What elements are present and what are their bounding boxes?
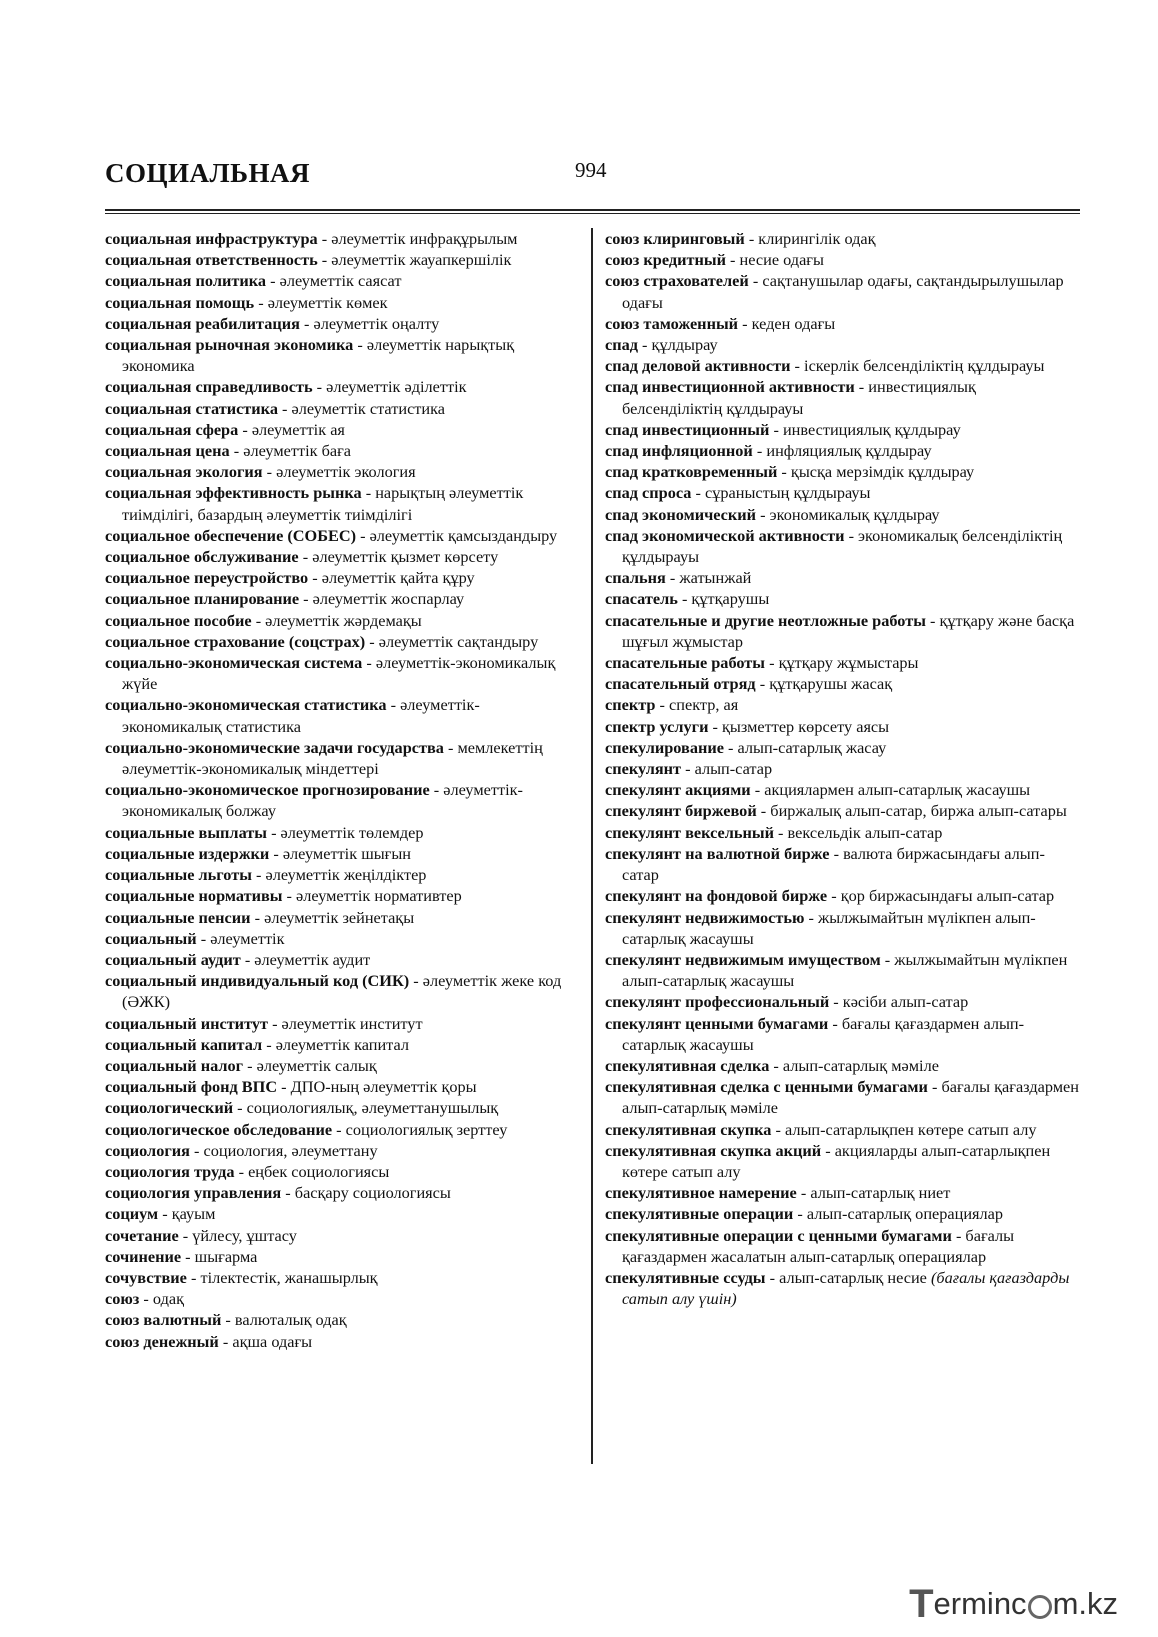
entry-term: социальное обеспечение (СОБЕС) [105, 525, 357, 545]
entry-definition: - құлдырау [637, 335, 718, 355]
entry-definition: - спектр, ая [655, 695, 739, 715]
entry-definition: - әлеуметтік-экономикалық жүйе [122, 653, 556, 694]
entry-definition: - әлеуметтік [196, 928, 285, 948]
dictionary-entry [105, 292, 575, 313]
entry-definition: - кәсіби алып-сатар [829, 992, 969, 1012]
entry-definition: - әлеуметтік баға [229, 441, 352, 461]
entry-term: спекулянт акциями [605, 780, 751, 800]
dictionary-entry [105, 928, 575, 949]
entry-term: спад экономической активности [605, 525, 845, 545]
entry-definition: - құтқару жұмыстары [765, 653, 919, 673]
entry-term: спад спроса [605, 483, 692, 503]
entry-term: социальная ответственность [105, 250, 318, 270]
dictionary-entry [605, 843, 1080, 885]
entry-definition: - әлеуметтік төлемдер [267, 822, 424, 842]
entry-term: социальный налог [105, 1055, 244, 1075]
dictionary-entry [605, 907, 1080, 949]
dictionary-entry [605, 652, 1080, 673]
entry-term: спекулянт вексельный [605, 822, 774, 842]
dictionary-entry [105, 461, 575, 482]
entry-term: спад кратковременный [605, 462, 778, 482]
dictionary-entry [105, 1309, 575, 1330]
entry-definition: - несие одағы [725, 250, 824, 270]
entry-definition: - клирингілік одақ [744, 229, 876, 248]
dictionary-entry [605, 482, 1080, 503]
entry-term: социальные выплаты [105, 822, 267, 842]
dictionary-entry [105, 970, 575, 1012]
dictionary-entry [105, 567, 575, 588]
dictionary-entry [105, 1119, 575, 1140]
entry-definition: - валюта биржасындағы алып-сатар [622, 843, 1045, 885]
dictionary-entry [605, 504, 1080, 525]
entry-definition: - вексельдік алып-сатар [773, 822, 943, 842]
entry-note: (бағалы қағаздарды сатып алу үшін) [622, 1267, 1070, 1309]
dictionary-entry [605, 758, 1080, 779]
entry-term: социальный фонд ВПС [105, 1077, 278, 1097]
entry-definition: - социология, әлеуметтану [189, 1140, 378, 1160]
dictionary-entry [605, 334, 1080, 355]
entry-definition: - әлеуметтік жеңілдіктер [251, 865, 427, 885]
dictionary-entry [105, 440, 575, 461]
entry-definition: - валюталық одақ [221, 1310, 347, 1330]
dictionary-entry [605, 376, 1080, 418]
entry-definition: - әлеуметтік нарықтық экономика [122, 335, 515, 376]
entry-term: социальная цена [105, 441, 230, 461]
dictionary-entry [605, 419, 1080, 440]
dictionary-entry [105, 822, 575, 843]
entry-definition: - әлеуметтік салық [243, 1055, 377, 1075]
entry-definition: - акциялармен алып-сатарлық жасаушы [750, 780, 1031, 800]
entry-term: спад деловой активности [605, 356, 791, 376]
entry-term: спасательный отряд [605, 674, 756, 694]
dictionary-entry [105, 1055, 575, 1076]
entry-definition: - сақтанушылар одағы, сақтандырылушылар одағы [622, 271, 1064, 312]
right-column [605, 228, 1080, 1309]
entry-term: социально-экономические задачи государства [105, 737, 444, 757]
entry-definition: - нарықтың әлеуметтік тиімділігі, базардың әлеуметтік тиімділігі [122, 483, 524, 524]
entry-definition: - алып-сатарлық мәміле [769, 1055, 939, 1075]
logo-letter-t: T [909, 1581, 934, 1626]
entry-definition: - әлеуметтік инфрақұрылым [317, 229, 518, 248]
entry-term: спасательные работы [605, 653, 766, 673]
logo-text-a: erminc [933, 1586, 1027, 1621]
entry-term: социология управления [105, 1183, 282, 1203]
entry-definition: - әлеуметтік аудит [240, 949, 371, 969]
entry-definition: - әлеуметтік ая [238, 419, 345, 439]
dictionary-entry [605, 567, 1080, 588]
dictionary-entry [105, 885, 575, 906]
entry-definition: - әлеуметтік қызмет көрсету [298, 547, 499, 567]
entry-definition: - мемлекеттің әлеуметтік-экономикалық міндеттері [122, 737, 543, 779]
entry-definition: - әлеуметтік әділеттік [312, 377, 467, 397]
dictionary-entry [605, 440, 1080, 461]
entry-definition: - әлеуметтік шығын [269, 843, 411, 863]
entry-term: социологический [105, 1098, 234, 1118]
entry-definition: - әлеуметтік жеке код (ӘЖК) [122, 971, 562, 1012]
dictionary-entry [605, 1119, 1080, 1140]
entry-definition: - әлеуметтік экология [262, 462, 416, 482]
entry-term: спектр [605, 695, 656, 715]
entry-term: социальное планирование [105, 589, 300, 609]
dictionary-entry [605, 737, 1080, 758]
dictionary-entry [605, 779, 1080, 800]
entry-term: союз клиринговый [605, 229, 745, 248]
logo-circle-icon [1028, 1595, 1052, 1619]
entry-term: спад инфляционной [605, 441, 753, 461]
entry-term: социальная рыночная экономика [105, 335, 354, 355]
dictionary-entry [105, 1013, 575, 1034]
entry-definition: - жылжымайтын мүлікпен алып-сатарлық жасаушы [622, 949, 1068, 991]
dictionary-entry [105, 694, 575, 736]
dictionary-entry [105, 1288, 575, 1309]
dictionary-entry [105, 419, 575, 440]
entry-definition: - еңбек социологиясы [234, 1161, 390, 1181]
dictionary-entry [105, 652, 575, 694]
entry-definition: - ДПО-ның әлеуметтік қоры [277, 1077, 477, 1097]
entry-definition: - алып-сатар [681, 759, 773, 779]
entry-definition: - құтқарушы жасақ [755, 674, 893, 694]
entry-term: спекулянт недвижимым имуществом [605, 949, 881, 969]
entry-term: социальное обслуживание [105, 547, 299, 567]
dictionary-entry [605, 588, 1080, 609]
entry-term: спекулятивные операции с ценными бумагами [605, 1225, 952, 1245]
entry-term: социальное пособие [105, 610, 252, 630]
dictionary-entry [605, 355, 1080, 376]
entry-definition: - әлеуметтік-экономикалық болжау [122, 780, 523, 821]
entry-term: социально-экономическое прогнозирование [105, 780, 430, 800]
dictionary-entry [105, 1034, 575, 1055]
entry-definition: - экономикалық белсенділіктің құлдырауы [622, 525, 1063, 567]
dictionary-entry [605, 1267, 1080, 1309]
entry-definition: - басқару социологиясы [281, 1183, 451, 1203]
entry-definition: - әлеуметтік-экономикалық статистика [122, 695, 480, 736]
entry-definition: - алып-сатарлық ниет [796, 1183, 951, 1203]
dictionary-entry [605, 800, 1080, 821]
entry-term: союз валютный [105, 1310, 222, 1330]
entry-definition: - әлеуметтік жәрдемақы [251, 610, 422, 630]
entry-term: социальное страхование (соцстрах) [105, 631, 366, 651]
entry-definition: - әлеуметтік сақтандыру [365, 631, 539, 651]
entry-term: социальная помощь [105, 292, 255, 312]
entry-definition: - іскерлік белсенділіктің құлдырауы [790, 356, 1045, 376]
entry-term: союз кредитный [605, 250, 726, 270]
entry-term: социология труда [105, 1161, 235, 1181]
dictionary-entry [605, 949, 1080, 991]
dictionary-entry [105, 949, 575, 970]
entry-term: сочетание [105, 1225, 179, 1245]
dictionary-entry [105, 249, 575, 270]
dictionary-entry [105, 525, 575, 546]
entry-term: социально-экономическая система [105, 653, 363, 673]
entry-definition: - жатынжай [665, 568, 752, 588]
entry-term: социальная статистика [105, 398, 278, 418]
entry-definition: - әлеуметтік оңалту [299, 313, 440, 333]
entry-term: спекулятивные ссуды [605, 1267, 766, 1287]
entry-definition: - ақша одағы [218, 1331, 313, 1351]
entry-term: сочувствие [105, 1267, 187, 1287]
entry-definition: - әлеуметтік саясат [266, 271, 402, 291]
entry-term: социальная политика [105, 271, 267, 291]
termincom-logo [909, 1580, 1118, 1628]
entry-definition: - әлеуметтік жоспарлау [299, 589, 465, 609]
entry-term: спекулянт недвижимостью [605, 907, 805, 927]
entry-term: социальная экология [105, 462, 263, 482]
entry-term: спектр услуги [605, 716, 709, 736]
entry-term: социальный [105, 928, 197, 948]
dictionary-entry [605, 716, 1080, 737]
entry-definition: - қызметтер көрсету аясы [708, 716, 890, 736]
entry-definition: - алып-сатарлық несие [765, 1267, 931, 1287]
dictionary-entry [605, 673, 1080, 694]
dictionary-entry [605, 270, 1080, 312]
entry-term: социальная реабилитация [105, 313, 300, 333]
entry-term: социальный капитал [105, 1034, 263, 1054]
entry-term: союз страхователей [605, 271, 749, 291]
dictionary-entry [605, 1076, 1080, 1118]
entry-term: спад экономический [605, 504, 757, 524]
entry-definition: - әлеуметтік зейнетақы [250, 907, 415, 927]
entry-term: спад инвестиционной активности [605, 377, 855, 397]
dictionary-entry [105, 270, 575, 291]
entry-term: социальные льготы [105, 865, 252, 885]
entry-term: спекулятивная скупка [605, 1119, 772, 1139]
dictionary-entry [605, 885, 1080, 906]
entry-definition: - алып-сатарлық жасау [723, 737, 887, 757]
dictionary-entry [605, 694, 1080, 715]
dictionary-entry [605, 610, 1080, 652]
entry-term: социальные пенсии [105, 907, 251, 927]
entry-term: спекулянт ценными бумагами [605, 1013, 829, 1033]
entry-term: социум [105, 1204, 159, 1224]
entry-definition: - қысқа мерзімдік құлдырау [777, 462, 975, 482]
dictionary-entry [105, 334, 575, 376]
dictionary-entry [105, 864, 575, 885]
entry-definition: - қауым [158, 1204, 216, 1224]
entry-definition: - құтқарушы [677, 589, 770, 609]
dictionary-entry [105, 376, 575, 397]
entry-definition: - әлеуметтік капитал [262, 1034, 409, 1054]
dictionary-entry [605, 525, 1080, 567]
entry-definition: - әлеуметтік көмек [254, 292, 388, 312]
dictionary-entry [105, 907, 575, 928]
entry-term: спекулятивная скупка акций [605, 1140, 822, 1160]
entry-definition: - қор биржасындағы алып-сатар [827, 886, 1055, 906]
entry-definition: - экономикалық құлдырау [756, 504, 940, 524]
dictionary-entry [105, 398, 575, 419]
entry-term: социальная эффективность рынка [105, 483, 362, 503]
dictionary-entry [105, 610, 575, 631]
entry-term: спасательные и другие неотложные работы [605, 610, 926, 630]
header-rule-thin [105, 213, 1080, 214]
dictionary-entry [605, 1055, 1080, 1076]
entry-definition: - тілектестік, жанашырлық [186, 1267, 378, 1287]
logo-text-b: m.kz [1052, 1586, 1118, 1621]
dictionary-entry [105, 228, 575, 249]
entry-term: союз денежный [105, 1331, 219, 1351]
entry-definition: - әлеуметтік қамсыздандыру [356, 525, 558, 545]
entry-term: спасатель [605, 589, 678, 609]
entry-term: спекулянт биржевой [605, 801, 757, 821]
dictionary-entry [105, 313, 575, 334]
entry-term: спекулятивная сделка с ценными бумагами [605, 1077, 928, 1097]
entry-definition: - инфляциялық құлдырау [752, 441, 932, 461]
entry-term: спекулирование [605, 737, 724, 757]
entry-term: спекулятивное намерение [605, 1183, 797, 1203]
entry-definition: - алып-сатарлықпен көтере сатып алу [771, 1119, 1037, 1139]
entry-definition: - социологиялық, әлеуметтанушылық [233, 1098, 499, 1118]
dictionary-entry [105, 482, 575, 524]
entry-term: спекулянт [605, 759, 682, 779]
header-rule-thick [105, 209, 1080, 211]
dictionary-entry [105, 1076, 575, 1097]
dictionary-entry [605, 991, 1080, 1012]
dictionary-entry [605, 822, 1080, 843]
entry-definition: - акцияларды алып-сатарлықпен көтере сатып алу [622, 1140, 1051, 1181]
dictionary-entry [105, 1246, 575, 1267]
entry-definition: - жылжымайтын мүлікпен алып-сатарлық жасаушы [622, 907, 1036, 948]
entry-term: социальная сфера [105, 419, 239, 439]
entry-term: спекулятивные операции [605, 1204, 794, 1224]
entry-term: социология [105, 1140, 190, 1160]
entry-term: социальный институт [105, 1013, 268, 1033]
entry-definition: - әлеуметтік нормативтер [282, 886, 462, 906]
entry-definition: - инвестициялық құлдырау [769, 419, 961, 439]
entry-term: союз таможенный [605, 313, 739, 333]
dictionary-entry [105, 1161, 575, 1182]
entry-term: социальная справедливость [105, 377, 313, 397]
dictionary-entry [605, 1225, 1080, 1267]
dictionary-entry [605, 1203, 1080, 1224]
entry-term: спекулянт на валютной бирже [605, 843, 830, 863]
dictionary-entry [605, 1013, 1080, 1055]
entry-definition: - сұраныстың құлдырауы [691, 483, 871, 503]
dictionary-entry [105, 1182, 575, 1203]
dictionary-entry [105, 1331, 575, 1352]
entry-definition: - әлеуметтік жауапкершілік [317, 250, 512, 270]
header-guide-word: СОЦИАЛЬНАЯ [105, 158, 310, 188]
dictionary-entry [605, 313, 1080, 334]
entry-term: социальные издержки [105, 843, 270, 863]
entry-term: союз [105, 1289, 140, 1309]
entry-term: социальные нормативы [105, 886, 283, 906]
entry-definition: - әлеуметтік статистика [277, 398, 446, 418]
entry-term: социальный индивидуальный код (СИК) [105, 971, 410, 991]
entry-definition: - биржалық алып-сатар, биржа алып-сатары [756, 801, 1067, 821]
entry-term: спекулянт профессиональный [605, 992, 830, 1012]
entry-definition: - кеден одағы [738, 313, 836, 333]
entry-term: социологическое обследование [105, 1119, 333, 1139]
dictionary-entry [605, 249, 1080, 270]
entry-definition: - әлеуметтік институт [268, 1013, 423, 1033]
dictionary-entry [605, 1140, 1080, 1182]
entry-definition: - үйлесу, ұштасу [178, 1225, 297, 1245]
dictionary-entry [105, 1140, 575, 1161]
entry-term: спекулянт на фондовой бирже [605, 886, 828, 906]
entry-definition: - бағалы қағаздармен жасалатын алып-сатарлық операциялар [622, 1225, 1015, 1266]
dictionary-entry [105, 631, 575, 652]
entry-term: спад инвестиционный [605, 419, 770, 439]
entry-definition: - шығарма [181, 1246, 258, 1266]
dictionary-entry [105, 1203, 575, 1224]
dictionary-entry [105, 737, 575, 779]
dictionary-entry [105, 1225, 575, 1246]
dictionary-entry [105, 546, 575, 567]
dictionary-entry [605, 1182, 1080, 1203]
dictionary-entry [105, 1097, 575, 1118]
entry-term: социальное переустройство [105, 568, 309, 588]
dictionary-entry [105, 779, 575, 821]
entry-definition: - әлеуметтік қайта құру [308, 568, 475, 588]
dictionary-entry [105, 588, 575, 609]
page-number: 994 [575, 158, 607, 182]
entry-definition: - инвестициялық белсенділіктің құлдырауы [622, 377, 976, 418]
entry-definition: - құтқару және басқа шұғыл жұмыстар [622, 610, 1075, 651]
dictionary-entry [605, 461, 1080, 482]
entry-term: спад [605, 335, 638, 355]
entry-definition: - бағалы қағаздармен алып-сатарлық мәміле [622, 1077, 1079, 1118]
entry-definition: - алып-сатарлық операциялар [793, 1204, 1004, 1224]
entry-term: социальный аудит [105, 949, 241, 969]
entry-term: социальная инфраструктура [105, 229, 318, 248]
dictionary-entry [105, 843, 575, 864]
dictionary-entry [605, 228, 1080, 249]
left-column [105, 228, 575, 1352]
column-divider [591, 228, 593, 1464]
entry-definition: - бағалы қағаздармен алып-сатарлық жасаушы [622, 1013, 1025, 1054]
entry-term: спекулятивная сделка [605, 1055, 770, 1075]
entry-definition: - социологиялық зерттеу [332, 1119, 508, 1139]
entry-definition: - одақ [139, 1289, 185, 1309]
entry-term: спальня [605, 568, 666, 588]
entry-term: сочинение [105, 1246, 182, 1266]
entry-term: социально-экономическая статистика [105, 695, 387, 715]
dictionary-entry [105, 1267, 575, 1288]
